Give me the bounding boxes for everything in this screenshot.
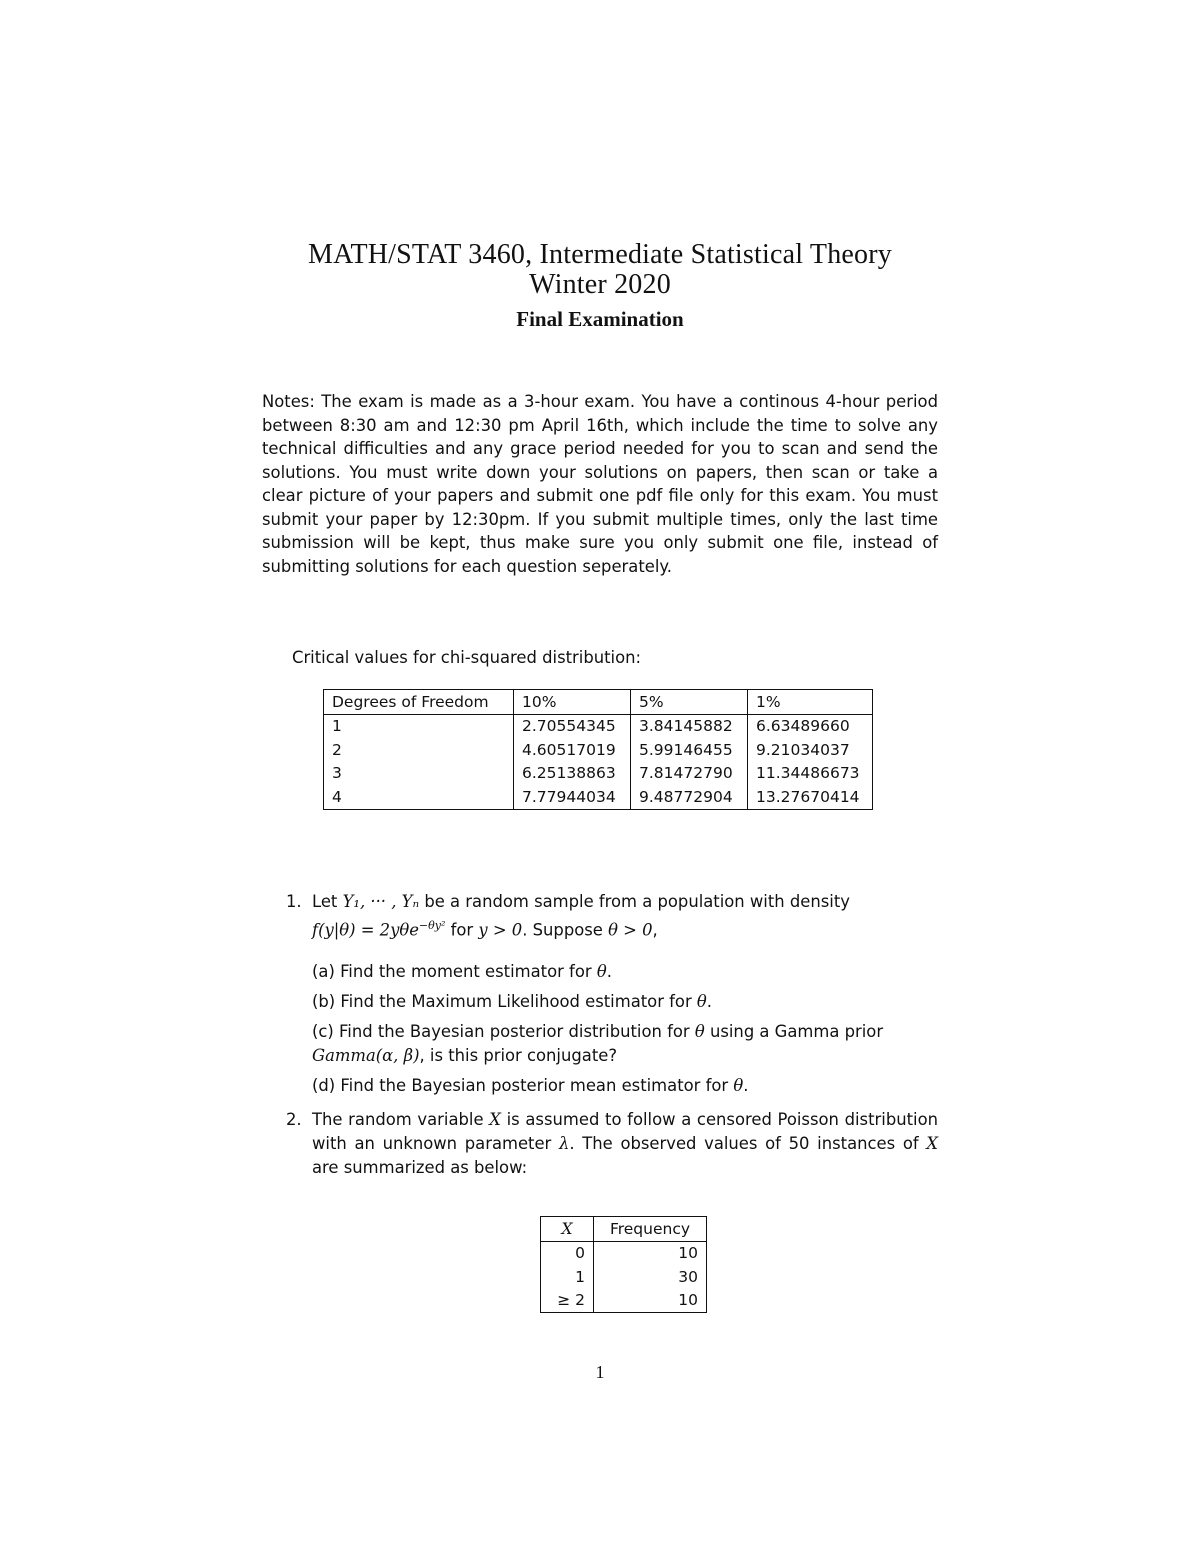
part-text: Find the Maximum Likelihood estimator for bbox=[340, 992, 697, 1012]
table-cell: 6.25138863 bbox=[514, 762, 631, 786]
text-run: , bbox=[652, 920, 658, 940]
math-var: X bbox=[489, 1110, 501, 1130]
table-cell: 9.21034037 bbox=[748, 738, 873, 762]
question-number: 1. bbox=[286, 892, 302, 911]
table-row bbox=[324, 762, 873, 786]
table-row bbox=[324, 714, 873, 738]
part-text: Find the Bayesian posterior mean estimator for bbox=[340, 1076, 734, 1096]
table-cell: 1 bbox=[541, 1265, 594, 1289]
part-label: (c) bbox=[312, 1022, 334, 1042]
question-parts bbox=[312, 960, 938, 1098]
question-number: 2. bbox=[286, 1110, 302, 1130]
math-symbol: θ bbox=[733, 1076, 744, 1096]
chi-squared-table bbox=[323, 689, 873, 810]
math-symbol: θ bbox=[694, 1022, 705, 1042]
math-density: f(y|θ) = 2yθe bbox=[312, 920, 419, 940]
exam-notes: Notes: The exam is made as a 3-hour exam. You have a continous 4-hour period between 8:30 am and 12:30 pm April 16th, which include the time to solve any technical difficulties and any grace period needed for you to scan and send the solutions. You must write down your solutions on papers, then scan or take a clear picture of your papers and submit one pdf file only for this exam. You must submit your paper by 12:30pm. If you submit multiple times, only the last time submission will be kept, thus make sure you only submit one file, instead of submitting solutions for each question seperately. bbox=[262, 392, 938, 576]
text-run: be a random sample from a population with density bbox=[419, 892, 850, 911]
table-row bbox=[541, 1265, 707, 1289]
table-cell: 30 bbox=[594, 1265, 707, 1289]
exam-title: Final Examination bbox=[516, 307, 684, 331]
table-row bbox=[541, 1241, 707, 1265]
math-gamma: Gamma(α, β) bbox=[312, 1046, 420, 1066]
page-number: 1 bbox=[595, 1362, 605, 1382]
table-cell: 11.34486673 bbox=[748, 762, 873, 786]
part-label: (a) bbox=[312, 962, 335, 982]
table-cell: 5.99146455 bbox=[631, 738, 748, 762]
text-run: . Suppose bbox=[522, 920, 609, 940]
math-condition: y > 0 bbox=[478, 920, 523, 940]
title-block bbox=[0, 240, 1200, 336]
part-text: Find the moment estimator for bbox=[340, 962, 597, 982]
text-run: The random variable bbox=[312, 1110, 490, 1130]
math-lambda: λ bbox=[558, 1134, 570, 1154]
table-header-cell: 10% bbox=[514, 690, 631, 715]
table-cell: 13.27670414 bbox=[748, 785, 873, 809]
text-run: . The observed values of 50 instances of bbox=[569, 1134, 927, 1154]
math-symbol: θ bbox=[696, 992, 707, 1012]
question-text bbox=[312, 1108, 938, 1180]
text-run: . bbox=[606, 962, 612, 982]
text-run: . bbox=[706, 992, 712, 1012]
table-cell: 1 bbox=[324, 714, 514, 738]
text-run: is assumed to follow a censored Poisson distribution with an unknown parameter bbox=[312, 1110, 939, 1154]
question-text bbox=[312, 890, 938, 942]
table-header-row bbox=[541, 1217, 707, 1242]
part-label: (d) bbox=[312, 1076, 336, 1096]
table-cell: 2 bbox=[324, 738, 514, 762]
question-1 bbox=[262, 890, 938, 1098]
table-cell: ≥ 2 bbox=[541, 1289, 594, 1313]
frequency-table bbox=[540, 1216, 707, 1313]
table-cell: 7.81472790 bbox=[631, 762, 748, 786]
part-text: Find the Bayesian posterior distribution for bbox=[339, 1022, 695, 1042]
chi-table-caption: Critical values for chi-squared distribution: bbox=[292, 648, 642, 667]
math-vars: Y₁, ··· , Yₙ bbox=[342, 892, 420, 911]
table-cell: 10 bbox=[594, 1289, 707, 1313]
table-cell: 3.84145882 bbox=[631, 714, 748, 738]
table-row bbox=[541, 1289, 707, 1313]
table-header-row bbox=[324, 690, 873, 715]
table-row bbox=[324, 738, 873, 762]
question-part-d bbox=[312, 1074, 938, 1098]
table-cell: 2.70554345 bbox=[514, 714, 631, 738]
table-cell: 7.77944034 bbox=[514, 785, 631, 809]
table-header-cell: 5% bbox=[631, 690, 748, 715]
table-cell: 10 bbox=[594, 1241, 707, 1265]
question-part-c bbox=[312, 1020, 938, 1068]
question-2 bbox=[262, 1108, 938, 1180]
table-header-cell: Frequency bbox=[594, 1217, 707, 1242]
questions bbox=[262, 890, 938, 1180]
text-run: . bbox=[743, 1076, 749, 1096]
table-cell: 6.63489660 bbox=[748, 714, 873, 738]
text-run: using a Gamma prior bbox=[704, 1022, 884, 1042]
part-label: (b) bbox=[312, 992, 336, 1012]
table-header-cell: 1% bbox=[748, 690, 873, 715]
math-condition: θ > 0 bbox=[608, 920, 653, 940]
math-var: X bbox=[926, 1134, 938, 1154]
math-exponent: −θy² bbox=[418, 919, 446, 932]
term: Winter 2020 bbox=[529, 269, 671, 300]
text-run: Let bbox=[312, 892, 343, 911]
question-part-a bbox=[312, 960, 938, 984]
table-row bbox=[324, 785, 873, 809]
table-cell: 4 bbox=[324, 785, 514, 809]
table-cell: 9.48772904 bbox=[631, 785, 748, 809]
table-cell: 0 bbox=[541, 1241, 594, 1265]
table-header-cell: Degrees of Freedom bbox=[324, 690, 514, 715]
text-run: , is this prior conjugate? bbox=[419, 1046, 618, 1066]
table-cell: 4.60517019 bbox=[514, 738, 631, 762]
course-title: MATH/STAT 3460, Intermediate Statistical Theory bbox=[308, 239, 892, 270]
math-symbol: θ bbox=[596, 962, 607, 982]
table-cell: 3 bbox=[324, 762, 514, 786]
table-header-cell: X bbox=[541, 1217, 594, 1242]
text-run: for bbox=[445, 920, 479, 940]
question-part-b bbox=[312, 990, 938, 1014]
text-run: are summarized as below: bbox=[312, 1158, 528, 1178]
